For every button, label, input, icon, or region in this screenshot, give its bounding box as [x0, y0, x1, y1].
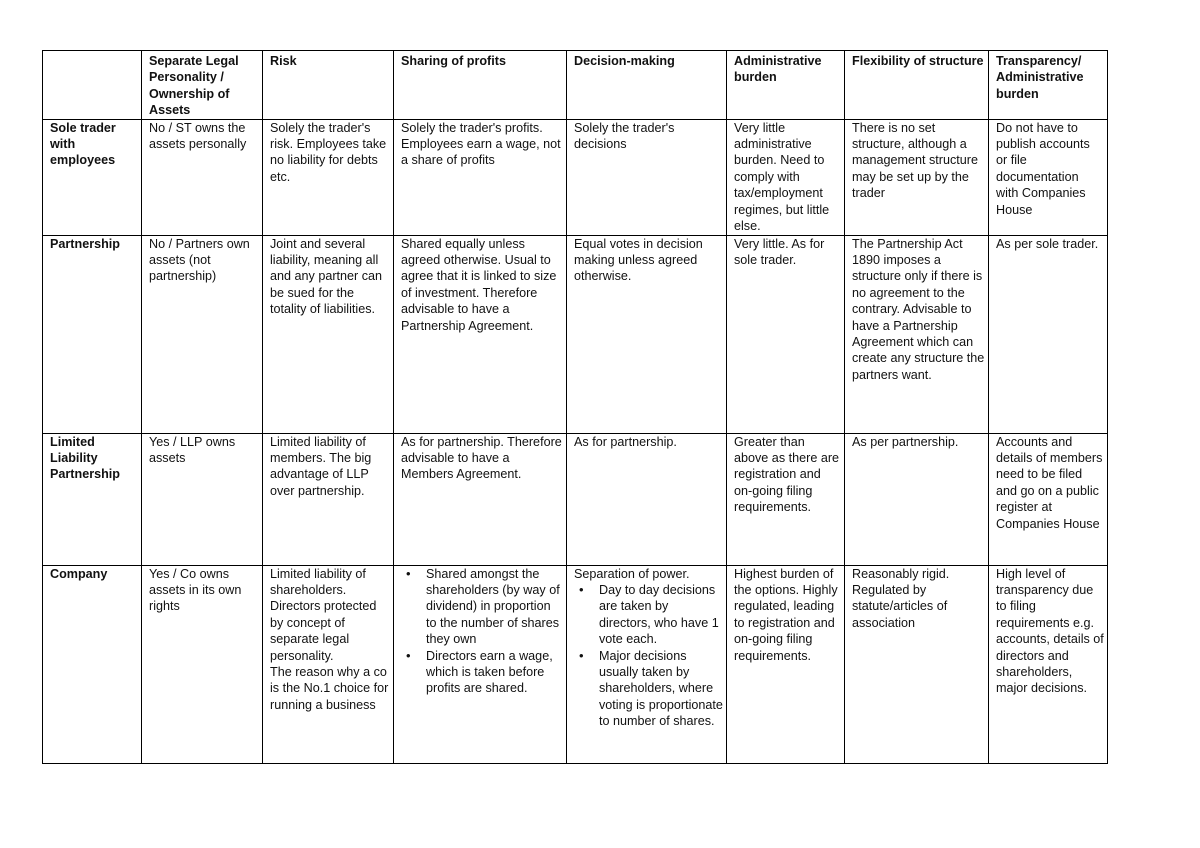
header-blank-cell [43, 51, 142, 120]
header-risk: Risk [263, 51, 394, 120]
cell-flex: The Partnership Act 1890 imposes a structure only if there is no agreement to the contrary. Advisable to have a Partnership Agreement which can create any structure the partners want. [845, 235, 989, 433]
cell-transparency: As per sole trader. [989, 235, 1108, 433]
cell-risk: Solely the trader's risk. Employees take no liability for debts etc. [263, 119, 394, 235]
cell-profits [394, 565, 567, 763]
cell-legal: Yes / LLP owns assets [142, 433, 263, 565]
cell-risk: Joint and several liability, meaning all and any partner can be sued for the totality of liabilities. [263, 235, 394, 433]
bullet-item: • Shared amongst the shareholders (by way of dividend) in proportion to the number of shares they own [426, 566, 563, 648]
risk-line: Limited liability of shareholders. [270, 566, 366, 598]
row-label-partnership: Partnership [43, 235, 142, 433]
cell-flex: There is no set structure, although a management structure may be set up by the trader [845, 119, 989, 235]
cell-transparency: Do not have to publish accounts or file documentation with Companies House [989, 119, 1108, 235]
header-administrative-burden: Administrative burden [727, 51, 845, 120]
cell-legal: No / ST owns the assets personally [142, 119, 263, 235]
table-row-partnership [43, 235, 1108, 433]
cell-profits: As for partnership. Therefore advisable to have a Members Agreement. [394, 433, 567, 565]
header-flexibility-of-structure: Flexibility of structure [845, 51, 989, 120]
cell-decision: Equal votes in decision making unless agreed otherwise. [567, 235, 727, 433]
row-label-company: Company [43, 565, 142, 763]
profits-bullet-list [401, 566, 563, 697]
cell-decision: Solely the trader's decisions [567, 119, 727, 235]
cell-legal: Yes / Co owns assets in its own rights [142, 565, 263, 763]
row-label-llp: Limited Liability Partnership [43, 433, 142, 565]
bullet-item: • Major decisions usually taken by shareholders, where voting is proportionate to number of shares. [599, 648, 723, 730]
decision-intro: Separation of power. [574, 566, 690, 581]
cell-legal: No / Partners own assets (not partnership) [142, 235, 263, 433]
cell-flex: Reasonably rigid. Regulated by statute/articles of association [845, 565, 989, 763]
decision-bullet-list [574, 582, 723, 730]
header-decision-making: Decision-making [567, 51, 727, 120]
cell-admin: Highest burden of the options. Highly regulated, leading to registration and on-going filing requirements. [727, 565, 845, 763]
header-row [43, 51, 1108, 120]
header-sharing-of-profits: Sharing of profits [394, 51, 567, 120]
table-row-llp [43, 433, 1108, 565]
cell-risk [263, 565, 394, 763]
cell-profits: Solely the trader's profits. Employees earn a wage, not a share of profits [394, 119, 567, 235]
bullet-item: • Day to day decisions are taken by directors, who have 1 vote each. [599, 582, 723, 648]
header-legal-personality: Separate Legal Personality / Ownership of Assets [142, 51, 263, 120]
row-label-sole-trader: Sole trader with employees [43, 119, 142, 235]
cell-admin: Greater than above as there are registration and on-going filing requirements. [727, 433, 845, 565]
risk-line: The reason why a co is the No.1 choice for running a business [270, 665, 389, 712]
table-row-company [43, 565, 1108, 763]
cell-admin: Very little administrative burden. Need to comply with tax/employment regimes, but little else. [727, 119, 845, 235]
cell-flex: As per partnership. [845, 433, 989, 565]
bullet-item: • Directors earn a wage, which is taken before profits are shared. [426, 648, 563, 697]
risk-line: Directors protected by concept of separate legal personality. [270, 599, 377, 663]
cell-risk: Limited liability of members. The big advantage of LLP over partnership. [263, 433, 394, 565]
cell-decision [567, 565, 727, 763]
business-structures-comparison-table [42, 50, 1108, 764]
cell-profits: Shared equally unless agreed otherwise. Usual to agree that it is linked to size of investment. Therefore advisable to have a Partnership Agreement. [394, 235, 567, 433]
cell-transparency: Accounts and details of members need to be filed and go on a public register at Companies House [989, 433, 1108, 565]
table-row-sole-trader [43, 119, 1108, 235]
cell-decision: As for partnership. [567, 433, 727, 565]
cell-transparency: High level of transparency due to filing requirements e.g. accounts, details of directors and shareholders, major decisions. [989, 565, 1108, 763]
header-transparency: Transparency/ Administrative burden [989, 51, 1108, 120]
cell-admin: Very little. As for sole trader. [727, 235, 845, 433]
